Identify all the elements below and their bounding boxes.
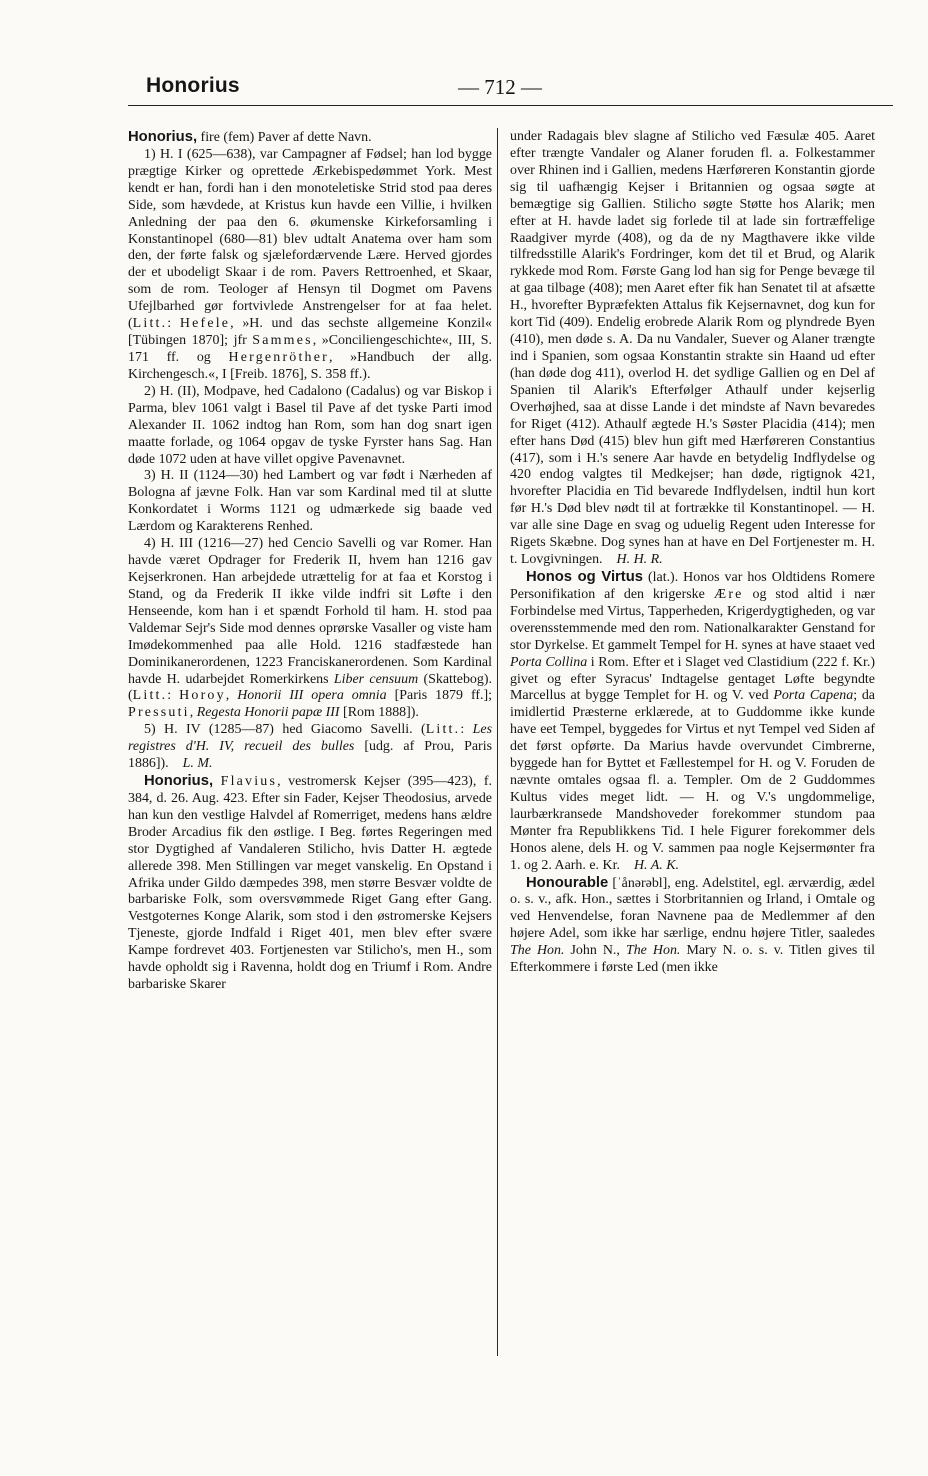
subentry-honorius-4 [128, 536, 492, 722]
italic-place: Porta Capena [773, 688, 854, 704]
text: , [189, 705, 197, 721]
italic-title: The Hon. [510, 943, 565, 959]
headword: Honourable [526, 874, 609, 891]
text: ; da imidlertid Præsterne erklærede, at to Guddomme ikke kunde have eet Tempel, byggedes for Virtus et nyt Tempel ved Siden af det først opførte. Da Marius havde overvundet Cimbrerne, byggede han for Byttet et Fællestempel for H. og V. Foruden de nævnte omtales ogsaa fl. a. Templer. Om de 2 Guddommes Kultus vides meget lidt. — H. og V.'s ungdommelige, laurbærkransede Mandshoveder forekommer stundom paa Mønter fra Republikkens Tid. I hele Figurer forekommer dels Honos alene, dels H. og V. sammen paa nogle Kejsermønter fra 1. og 2. Aarh. e. Kr. [510, 688, 875, 873]
entry-intro: fire (fem) Paver af dette Navn. [197, 130, 372, 145]
italic-title: Les registres d'H. IV, recueil des bulles [128, 722, 493, 755]
subentry-honorius-2: 2) H. (II), Modpave, hed Cadalono (Cadalus) og var Biskop i Parma, blev 1061 valgt i Basel til Pave af det tyske Parti imod Alexander II. 1062 indtog han Rom, som han dog snart igen maatte forlade, og 1064 opgav de tyske Fyrster hans Sag. Han døde 1072 uden at have villet opgive Pavenavnet. [128, 383, 492, 467]
entry-honourable [510, 875, 875, 978]
italic-place: Porta Collina [510, 654, 588, 670]
litt-label: Litt. [132, 688, 168, 704]
entry-honorius-flavius-continued [510, 129, 875, 569]
text: , [225, 688, 238, 704]
text: [udg. af Prou, Paris 1886]). [128, 739, 492, 772]
author-name: Pressuti [128, 705, 190, 721]
litt-label: Litt. [425, 722, 461, 738]
author-name: Hefele [179, 316, 231, 332]
author-name: Hergenröther [228, 349, 329, 365]
text: (lat.). Honos var hos Oldtidens Romere Personifikation af den krigerske [510, 569, 875, 602]
author-name: Sammes [252, 333, 313, 349]
text: : [460, 722, 473, 738]
text: 4) H. III (1216—27) hed Cencio Savelli og var Romer. Han havde været Opdrager for Frederik II, hvem han 1216 gav Kejserkronen. Han arbejdede utrættelig for at faa et Korstog i Stand, og da Frederik II ikke vilde indfri sit Løfte i den Henseende, kom han i et spændt Forhold til ham. H. stod paa Valdemar Sejr's Side mod dennes oprørske Vasaller og viste ham Imødekommenhed paa alle Hold. 1216 stadfæstede han Dominikanerordenen, 1223 Franciskanerordenen. Som Kardinal havde H. udarbejdet Romerkirkens [128, 536, 492, 687]
author-signature: L. M. [182, 756, 213, 772]
spaced-word: Ære [713, 586, 744, 602]
text: 1) H. I (625—638), var Campagner af Fødsel; han lod bygge prægtige Kirker og oprettede Ærkebispedømmet York. Mest kendt er han, fordi han i den monoteletiske Strid stod paa deres Side, som hævdede, at Kristus kun havde een Villie, i hvilken Anledning der paa den 6. økumenske Kirkeforsamling i Konstantinopel (680—81) blev udtalt Anatema over ham som den, der førte falsk og sjælefordærvende Lære. Herved gjordes der et ubodeligt Skaar i de rom. Pavers Rettroenhed, et Skaar, som de rom. Teologer af Hensyn til Dogmet om Pavens Ufejlbarhed gør fortvivlede Anstrengelser for at faa helet. ( [128, 146, 492, 332]
right-column [510, 129, 875, 977]
author-name: Horoy [179, 688, 226, 704]
header-rule [128, 105, 893, 106]
text: : [167, 688, 180, 704]
italic-title: Liber censuum [333, 671, 419, 687]
text: i Rom. Efter et i Slaget ved Clastidium (222 f. Kr.) givet og efter Syracus' Indtagelse gentaget Løfte begyndte Marcellus at bygge Templet for H. og V. ved [510, 654, 875, 704]
text: , »Handbuch der allg. Kirchengesch.«, I [Freib. 1876], S. 358 ff.). [128, 349, 493, 382]
text: : [167, 316, 180, 332]
entry-honorius-popes [128, 129, 492, 147]
text: 5) H. IV (1285—87) hed Giacomo Savelli. ( [144, 722, 426, 738]
page-number: — 712 — [458, 75, 542, 99]
left-column [128, 129, 492, 994]
text: under Radagais blev slagne af Stilicho ved Fæsulæ 405. Aaret efter trængte Vandaler og Alaner foruden fl. a. Folkestammer over Rhinen ind i Gallien, medens Hærføreren Konstantin gjorde sig til uafhængig Kejser i Britannien og ogsaa søgte at bemægtige sig Gallien. Stilicho søgte Støtte hos Alarik; men efter at H. havde ladet sig forlede til at lade sin fortræffelige Raadgiver myrde (408), og da de ny Magthavere ikke vilde tilfredsstille Alarik's Fordringer, kom det til et Brud, og Alarik rykkede mod Rom. Første Gang lod han sig for Penge bevæge til at gaa tilbage (408); men Aaret efter fik han Senatet til at afsætte H., hvorefter Bypræfekten Attalus fik Kejsernavnet, dog kun for kort Tid (409). Endelig erobrede Alarik Rom og plyndrede Byen (410), men døde s. A. Da nu Vandaler, Suever og Alaner trængte ind i Spanien, som ogsaa Konstantin strakte sin Haand ud efter (han døde dog 411), overlod H. det sydlige Gallien og en Del af Spanien til Alarik's Efterfølger Athaulf under kejserlig Overhøjhed, saa at disse Lande i det mindste af Navn bevaredes for Riget (412). Athaulf ægtede H.'s Søster Placidia (414); men efter hans Død (415) blev hun gift med Hærføreren Constantius (417), som i H.'s senere Aar havde en betydelig Indflydelse og 420 endog valgtes til Medkejser; han døde, rigtignok 421, hvorefter Placidia en Tid bevarede Indflydelsen, indtil hun kort før H.'s Død blev nødt til at fortrække til Konstantinopel. — H. var alle sine Dage en svag og uduelig Regent uden Interesse for Rigets Skæbne. Dog synes han at have en Del Fortjenester m. H. t. Lovgivningen. [510, 129, 875, 568]
text: , »H. und das sechste allgemeine Konzil« [Tübingen 1870]; jfr [128, 316, 492, 349]
subentry-honorius-1 [128, 147, 492, 384]
headword: Honorius, [144, 773, 214, 790]
headword: Honos og Virtus [526, 568, 644, 585]
subentry-honorius-3: 3) H. II (1124—30) hed Lambert og var født i Nærheden af Bologna af jævne Folk. Han var som Kardinal med til at slutte Konkordatet i Worms 1121 og udmærkede sig baade ved Lærdom og Karakterens Renhed. [128, 468, 492, 535]
text: , »Conciliengeschichte«, III, S. 171 ff. og [128, 333, 492, 365]
headword: Honorius, [128, 129, 198, 145]
text: John N., [564, 943, 626, 959]
italic-title: Regesta Honorii papæ III [196, 705, 340, 721]
author-signature: H. H. R. [616, 552, 663, 568]
text: (Skattebog). ( [128, 671, 492, 704]
subentry-honorius-5 [128, 722, 492, 773]
author-signature: H. A. K. [633, 857, 679, 873]
text: [Rom 1888]). [339, 705, 419, 721]
text: [ˈånərəbl], eng. Adelstitel, egl. ærværdig, ædel o. s. v., afk. Hon., sættes i Storbritannien og Irland, i Omtale og ved Henvendelse, foran Navnene paa de Medlemmer af den højere Adel, som ikke har særlige, endnu højere Titler, saaledes [510, 875, 875, 942]
litt-label: Litt. [132, 316, 168, 332]
entry-honos-og-virtus [510, 569, 875, 875]
entry-honorius-flavius [128, 773, 492, 994]
text: , vestromersk Kejser (395—423), f. 384, d. 26. Aug. 423. Efter sin Fader, Kejser Theodosius, arvede han kun den vestlige Halvdel af Romerriget, medens hans ældre Broder Arcadius fik den østlige. I Beg. førtes Regeringen med stor Dygtighed af Vandaleren Stilicho, hvis Datter H. ægtede allerede 398. Men Stillingen var meget vanskelig. En Opstand i Afrika under Gildo dæmpedes 398, men større Besvær voldte de barbariske Folk, som oversvømmede Riget Gang efter Gang. Vestgoternes Konge Alarik, som stod i den østromerske Kejsers Tjeneste, gjorde Indfald i Riget 401, men blev efter svære Kampe fordrevet 403. Fortjenesten var Stilicho's, men H., som havde opholdt sig i Ravenna, holdt dog en Triumf i Rom. Andre barbariske Skarer [128, 774, 493, 993]
column-divider [497, 128, 498, 1356]
italic-title: The Hon. [625, 943, 681, 959]
running-head [146, 74, 891, 104]
italic-title: Honorii III opera omnia [237, 688, 387, 704]
person-name: Flavius [220, 774, 278, 790]
text: Mary N. o. s. v. Titlen gives til Efterkommere i første Led (men ikke [510, 943, 875, 976]
text: og stod altid i nær Forbindelse med Virtus, Tapperheden, Krigerdygtigheden, og var overensstemmende med den rom. Nationalkarakter Genstand for stor Dyrkelse. Et gammelt Tempel for H. synes at have staaet ved [510, 586, 875, 653]
text: [Paris 1879 ff.]; [386, 688, 492, 704]
running-head-title: Honorius [146, 74, 240, 97]
